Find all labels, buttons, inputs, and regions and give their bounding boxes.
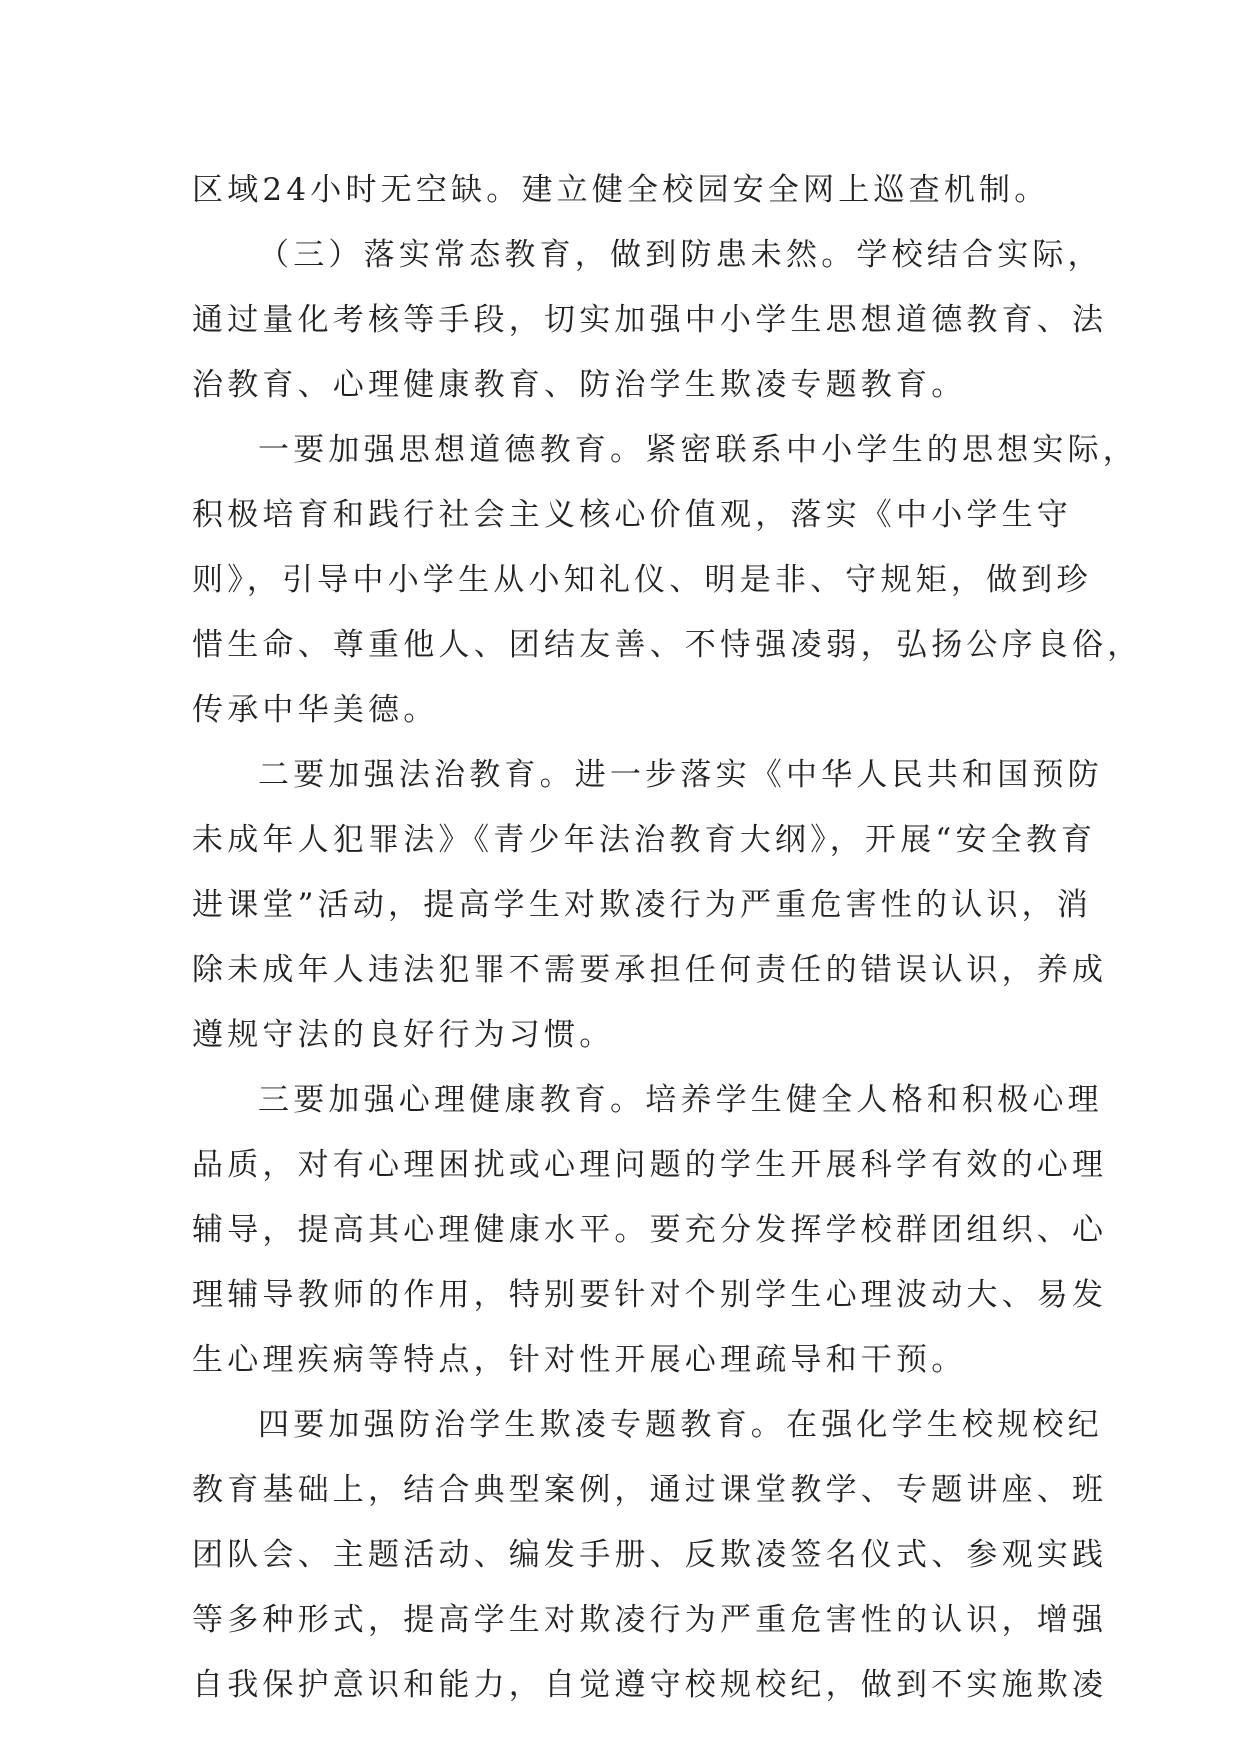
text-line-4: 治教育、心理健康教育、防治学生欺凌专题教育。 [192,367,967,403]
text-line-7: 则》，引导中小学生从小知礼仪、明是非、守规矩，做到珍 [192,562,1092,598]
text-line-20: 四要加强防治学生欺凌专题教育。在强化学生校规校纪 [258,1407,1103,1443]
text-line-17: 辅导，提高其心理健康水平。要充分发挥学校群团组织、心 [192,1212,1108,1248]
text-line-11: 未成年人犯罪法》《青少年法治教育大纲》，开展“安全教育 [192,822,1097,858]
text-line-9: 传承中华美德。 [192,692,439,728]
text-line-3: 通过量化考核等手段，切实加强中小学生思想道德教育、法 [192,302,1108,338]
text-line-18: 理辅导教师的作用，特别要针对个别学生心理波动大、易发 [192,1277,1108,1313]
text-line-16: 品质，对有心理困扰或心理问题的学生开展科学有效的心理 [192,1147,1108,1183]
text-line-5: 一要加强思想道德教育。紧密联系中小学生的思想实际， [258,432,1138,468]
text-line-22: 团队会、主题活动、编发手册、反欺凌签名仪式、参观实践 [192,1537,1108,1573]
text-line-15: 三要加强心理健康教育。培养学生健全人格和积极心理 [258,1082,1103,1118]
text-line-24: 自我保护意识和能力，自觉遵守校规校纪，做到不实施欺凌 [192,1667,1108,1703]
text-line-6: 积极培育和践行社会主义核心价值观，落实《中小学生守 [192,497,1072,533]
text-line-21: 教育基础上，结合典型案例，通过课堂教学、专题讲座、班 [192,1472,1108,1508]
text-line-23: 等多种形式，提高学生对欺凌行为严重危害性的认识，增强 [192,1602,1108,1638]
text-line-1: 区域24小时无空缺。建立健全校园安全网上巡查机制。 [192,172,1050,208]
document-body [192,158,1143,1718]
text-line-19: 生心理疾病等特点，针对性开展心理疏导和干预。 [192,1342,967,1378]
text-line-10: 二要加强法治教育。进一步落实《中华人民共和国预防 [258,757,1103,793]
text-line-13: 除未成年人违法犯罪不需要承担任何责任的错误认识，养成 [192,952,1108,988]
text-line-8: 惜生命、尊重他人、团结友善、不恃强凌弱，弘扬公序良俗， [192,627,1143,663]
text-line-12: 进课堂”活动，提高学生对欺凌行为严重危害性的认识，消 [192,887,1093,923]
text-line-2: （三）落实常态教育，做到防患未然。学校结合实际， [258,237,1103,273]
text-line-14: 遵规守法的良好行为习惯。 [192,1017,615,1053]
